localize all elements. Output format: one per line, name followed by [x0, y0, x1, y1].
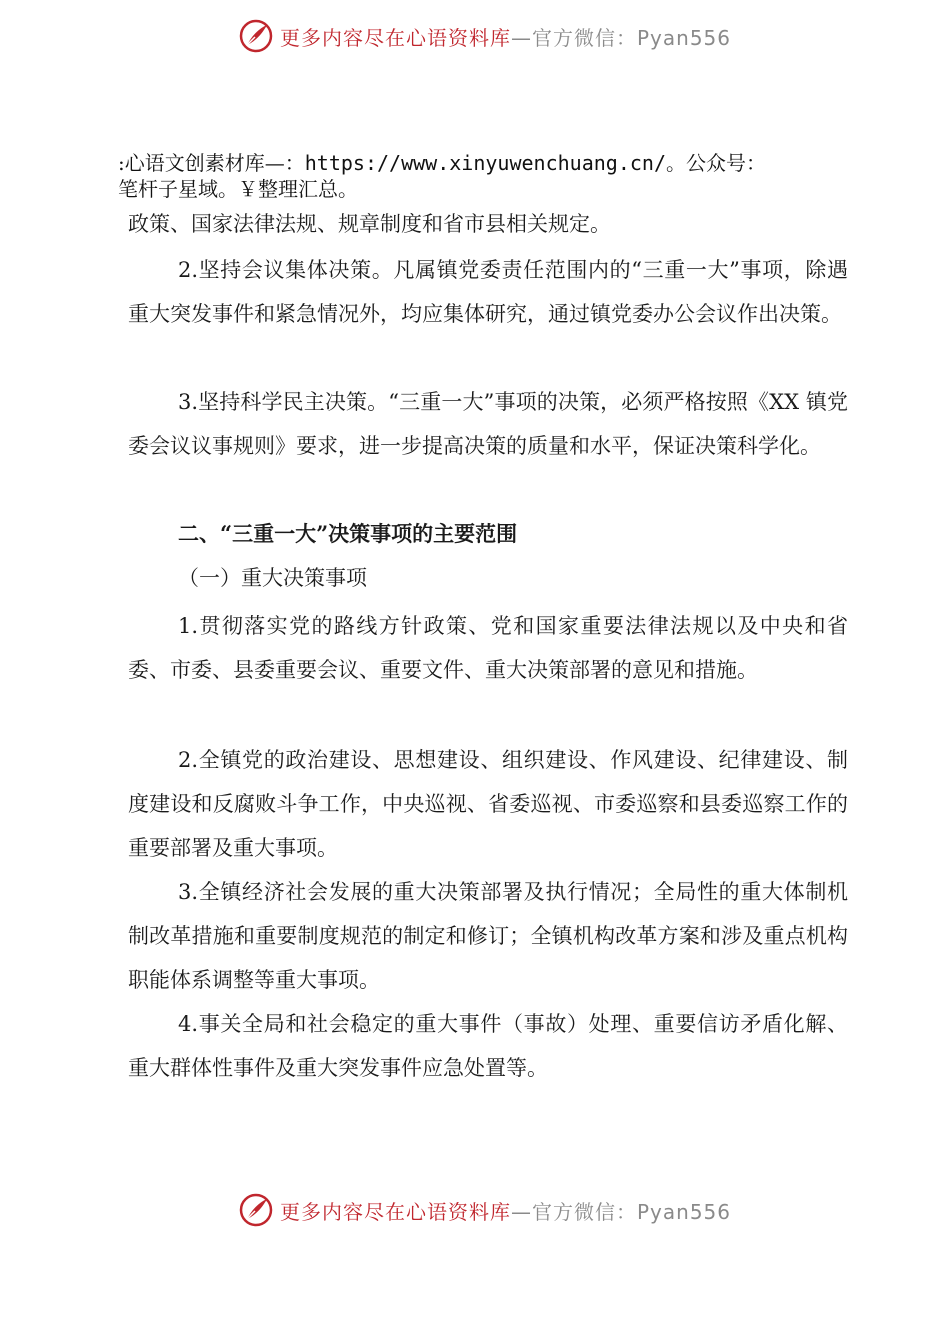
feather-pen-logo-icon — [238, 18, 274, 54]
banner-title: 更多内容尽在心语资料库 — [280, 1199, 511, 1224]
list-item-4: 4.事关全局和社会稳定的重大事件（事故）处理、重要信访矛盾化解、重大群体性事件及重大突发事件应急处置等。 — [128, 1012, 848, 1080]
banner-title: 更多内容尽在心语资料库 — [280, 25, 511, 50]
feather-pen-logo-icon — [238, 1192, 274, 1228]
section-heading-scope: 二、“三重一大”决策事项的主要范围 — [178, 521, 518, 546]
list-item-1: 1.贯彻落实党的路线方针政策、党和国家重要法律法规以及中央和省委、市委、县委重要会议、重要文件、重大决策部署的意见和措施。 — [128, 614, 848, 682]
source-note-line1 — [118, 150, 918, 176]
subsection-heading-major-decisions: （一）重大决策事项 — [178, 566, 367, 590]
list-item-3: 3.全镇经济社会发展的重大决策部署及执行情况；全局性的重大体制机制改革措施和重要制度规范的制定和修订；全镇机构改革方案和涉及重点机构职能体系调整等重大事项。 — [128, 880, 848, 992]
banner-wechat: —官方微信：Pyan556 — [511, 25, 732, 50]
paragraph-scientific-decision: 3.坚持科学民主决策。“三重一大”事项的决策，必须严格按照《XX 镇党委会议议事规则》要求，进一步提高决策的质量和水平，保证决策科学化。 — [128, 390, 848, 458]
top-banner — [238, 16, 738, 56]
source-url: https://www.xinyuwenchuang.cn/ — [304, 151, 666, 175]
source-note-line2: 笔杆子星域。￥整理汇总。 — [118, 177, 358, 201]
banner-wechat: —官方微信：Pyan556 — [511, 1199, 732, 1224]
source-note-prefix: :心语文创素材库—： — [118, 151, 305, 175]
source-note — [118, 150, 918, 202]
bottom-banner — [238, 1190, 738, 1230]
paragraph-continuation: 政策、国家法律法规、规章制度和省市县相关规定。 — [128, 212, 611, 236]
source-note-suffix: 。公众号： — [665, 151, 766, 175]
paragraph-collective-decision: 2.坚持会议集体决策。凡属镇党委责任范围内的“三重一大”事项，除遇重大突发事件和紧急情况外，均应集体研究，通过镇党委办公会议作出决策。 — [128, 258, 848, 326]
list-item-2: 2.全镇党的政治建设、思想建设、组织建设、作风建设、纪律建设、制度建设和反腐败斗争工作，中央巡视、省委巡视、市委巡察和县委巡察工作的重要部署及重大事项。 — [128, 748, 848, 860]
